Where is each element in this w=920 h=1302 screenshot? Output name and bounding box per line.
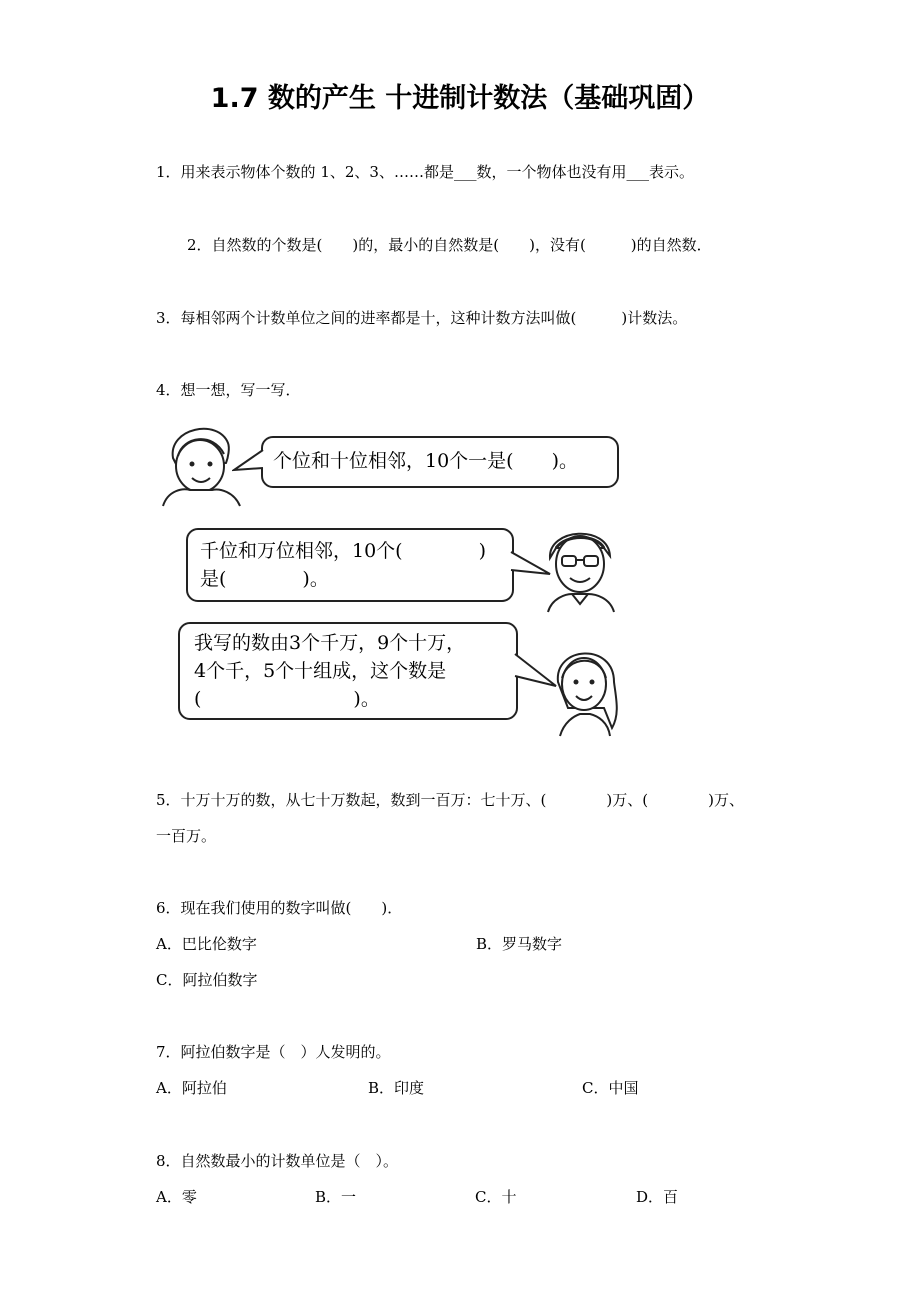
- question-1: 1．用来表示物体个数的 1、2、3、……都是___数，一个物体也没有用___表示。: [156, 163, 694, 181]
- page-title: 1.7 数的产生 十进制计数法（基础巩固）: [210, 83, 710, 114]
- question-6-option-a: A．巴比伦数字: [156, 935, 257, 953]
- bubble-2-line-2: 是( )。: [200, 568, 329, 590]
- question-3: 3．每相邻两个计数单位之间的进率都是十，这种计数方法叫做( )计数法。: [156, 309, 688, 327]
- question-7-option-a: A．阿拉伯: [156, 1079, 227, 1097]
- question-4-prompt: 4．想一想，写一写．: [156, 381, 301, 399]
- question-8-option-c: C．十: [475, 1188, 517, 1206]
- question-8-stem: 8．自然数最小的计数单位是（ ）。: [156, 1152, 399, 1170]
- speech-bubble-1: [261, 436, 619, 488]
- bubble-2-line-1: 千位和万位相邻，10个( ): [200, 540, 487, 562]
- question-8-option-d: D．百: [636, 1188, 679, 1206]
- bubble-1-text: 个位和十位相邻，10个一是( )。: [273, 450, 579, 472]
- question-6-option-b: B．罗马数字: [476, 935, 563, 953]
- question-2: 2．自然数的个数是( )的，最小的自然数是( )，没有( )的自然数．: [187, 236, 712, 254]
- question-7-option-c: C．中国: [582, 1079, 639, 1097]
- teacher-illustration: [540, 518, 620, 614]
- question-7-stem: 7．阿拉伯数字是（ ）人发明的。: [156, 1043, 391, 1061]
- question-5-line-1: 5．十万十万的数，从七十万数起，数到一百万：七十万、( )万、( )万、: [156, 791, 744, 809]
- bubble-3-line-2: 4个千，5个十组成，这个数是: [194, 660, 447, 682]
- question-8-option-a: A．零: [156, 1188, 197, 1206]
- question-6-option-c: C．阿拉伯数字: [156, 971, 258, 989]
- question-6-stem: 6．现在我们使用的数字叫做( )．: [156, 899, 403, 917]
- girl-illustration: [550, 638, 622, 738]
- question-8-option-b: B．一: [315, 1188, 357, 1206]
- speech-bubble-3: [178, 622, 518, 720]
- speech-bubble-2: [186, 528, 514, 602]
- bubble-1-tail: [232, 448, 264, 478]
- question-7-option-b: B．印度: [368, 1079, 425, 1097]
- bubble-3-line-3: ( )。: [194, 688, 380, 710]
- bubble-3-line-1: 我写的数由3个千万，9个十万，: [194, 632, 466, 654]
- question-5-line-2: 一百万。: [156, 827, 217, 845]
